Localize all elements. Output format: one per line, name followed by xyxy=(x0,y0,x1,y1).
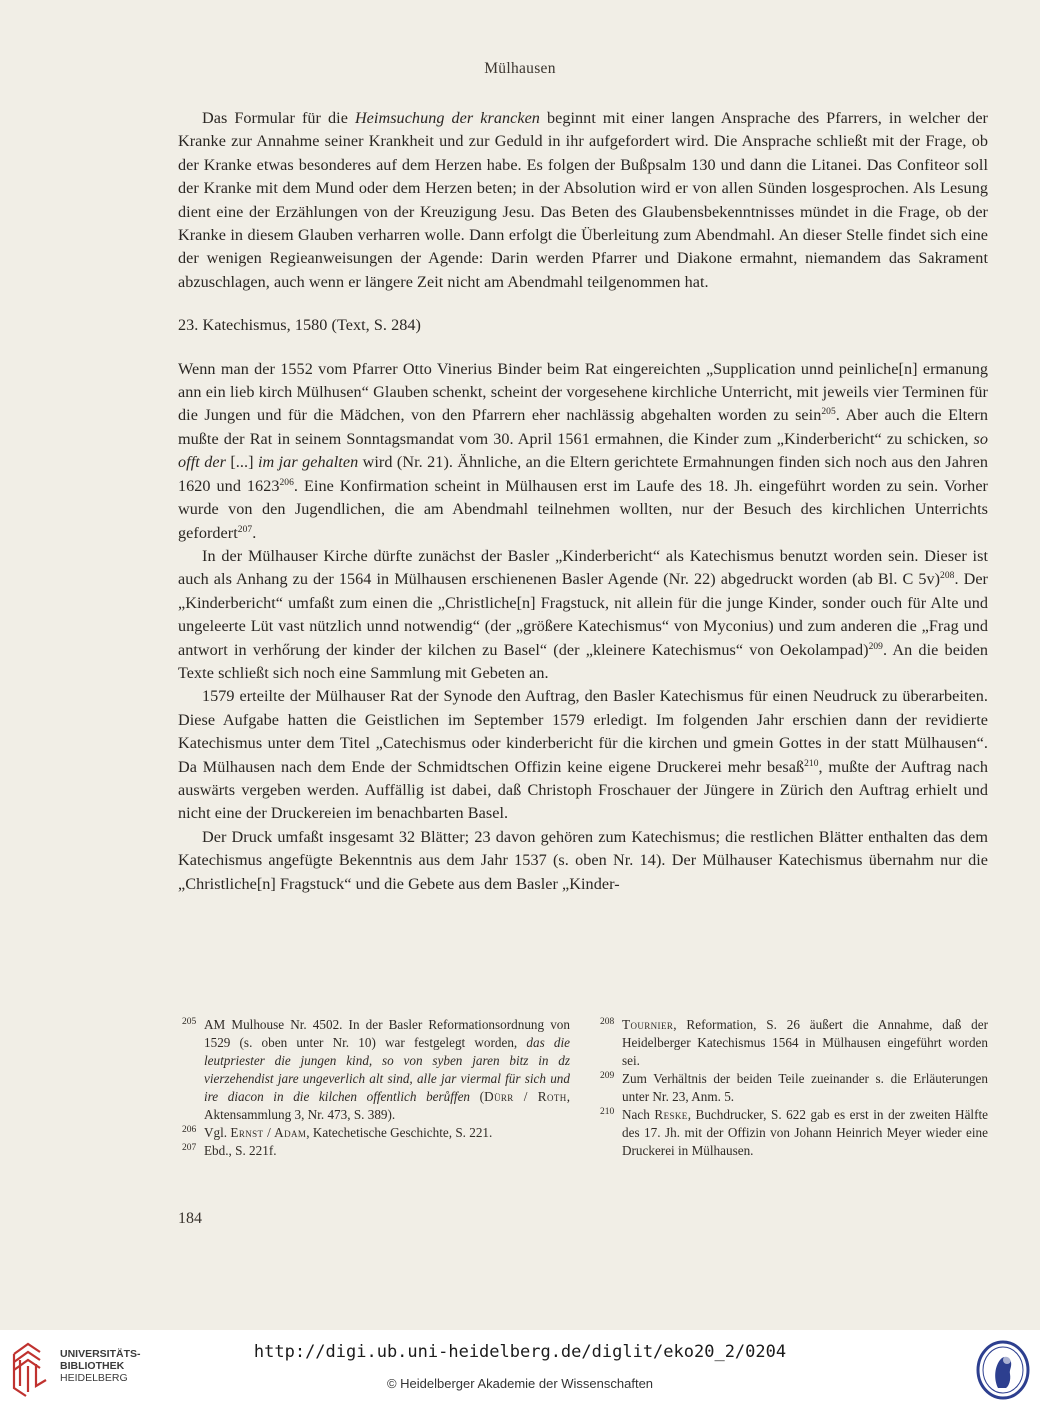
footnote-ref-209[interactable]: 209 xyxy=(868,641,883,652)
text-span: Das Formular für die xyxy=(202,109,355,127)
paragraph-1 xyxy=(178,107,988,294)
footnote-number: 205 xyxy=(182,1017,197,1027)
text-span: , Reformation, S. 26 äußert die Annahme, daß der Heidelberger Katechismus 1564 in Mülhausen eingeführt worden sei. xyxy=(622,1017,988,1068)
footnote-number: 208 xyxy=(600,1017,615,1027)
author-names: Dürr / Roth xyxy=(484,1089,567,1104)
body-text xyxy=(178,107,988,896)
author-names: Reske xyxy=(654,1107,688,1122)
footnote-207 xyxy=(178,1142,570,1160)
paragraph-2 xyxy=(178,358,988,545)
paragraph-5: Der Druck umfaßt insgesamt 32 Blätter; 23 davon gehören zum Katechismus; die restlichen Blätter enthalten das dem Katechismus angefügte Bekenntnis aus dem Jahr 1537 (s. oben Nr. 14). Der Mülhauser Katechismus übernahm nur die „Christliche[n] Fragstuck“ und die Gebete aus dem Basler „Kinder- xyxy=(178,827,988,893)
italic-title: Heimsuchung der krancken xyxy=(354,109,540,127)
text-span: . Der „Kinderbericht“ umfaßt zum einen die „Christliche[n] Fragstuck, nit allein für die junge Kinder, sonder ouch für Alte und ungeleerte Lüt vast nützlich unnd notwendig“ (der „größere Katechismus“ von Myconius) und zum anderen die „Frag und antwort in verhőrung der kinder der kilchen zu Basel“ (der „kleinere Katechismus“ von Oekolampad) xyxy=(178,570,988,659)
paragraph-4 xyxy=(178,685,988,825)
text-span: , mußte der Auftrag nach auswärts vergeben werden. Auffällig ist dabei, daß Christoph Froschauer der Jüngere in Zürich den Auftrag erhielt und nicht eine der Druckereien im benachbarten Basel. xyxy=(178,757,988,823)
text-span: wird (Nr. 21). Ähnliche, an die Eltern gerichtete Ermahnungen finden sich noch aus den Jahren 1620 und 1623 xyxy=(178,453,988,495)
text-span: , Katechetische Geschichte, S. 221. xyxy=(306,1125,493,1140)
page-number: 184 xyxy=(178,1210,202,1227)
library-name-line: UNIVERSITÄTS- xyxy=(60,1348,141,1360)
text-span: . An die beiden Texte schließt sich noch eine Sammlung mit Gebeten an. xyxy=(178,640,988,682)
text-span: Wenn man der 1552 vom Pfarrer Otto Vinerius Binder beim Rat eingereichten „Supplication unnd peinliche[n] ermanung ann ein lieb kirch Mülhusen“ Glauben schenkt, scheint der vorgesehene kirchliche Unterricht, mit jeweils vier Terminen für die Jungen und für die Mädchen, von den Pfarrern eher nachlässig abgehalten worden zu sein xyxy=(178,359,988,425)
viewer-footer xyxy=(0,1330,1040,1408)
copyright-notice: © Heidelberger Akademie der Wissenschaften xyxy=(386,1376,654,1391)
running-head: Mülhausen xyxy=(484,60,556,77)
footnote-210 xyxy=(596,1106,988,1160)
text-span: AM Mulhouse Nr. 4502. In der Basler Reformationsordnung von 1529 (s. oben unter Nr. 10) war festgelegt worden, xyxy=(204,1017,570,1050)
text-span: , Buchdrucker, S. 622 gab es erst in der zweiten Hälfte des 17. Jh. mit der Offizin von Johann Heinrich Meyer wieder eine Druckerei in Mülhausen. xyxy=(622,1107,989,1158)
permalink-url[interactable]: http://digi.ub.uni-heidelberg.de/diglit/eko20_2/0204 xyxy=(253,1342,787,1362)
text-span: Ebd., S. 221f. xyxy=(204,1143,277,1158)
text-span: . Eine Konfirmation scheint in Mülhausen erst im Laufe des 18. Jh. eingeführt worden zu sein. Vorher wurde von den Jugendlichen, die am Abendmahl teilnehmen wollten, nur der Besuch des kirchlichen Unterrichts gefordert xyxy=(178,476,988,542)
footnote-ref-206[interactable]: 206 xyxy=(279,477,294,488)
footnote-ref-208[interactable]: 208 xyxy=(940,571,955,582)
text-span: . Aber auch die Eltern mußte der Rat in seinem Sonntagsmandat vom 30. April 1561 ermahnen, die Kinder zum „Kinderbericht“ zu schicken, xyxy=(178,406,988,448)
text-span: . xyxy=(252,523,257,542)
footnote-number: 207 xyxy=(182,1143,197,1153)
footnote-number: 210 xyxy=(600,1107,615,1117)
text-span: beginnt mit einer langen Ansprache des Pfarrers, in welcher der Kranke zur Annahme seiner Krankheit und zur Geduld in ihr aufgefordert wird. Die Ansprache schließt mit der Frage, ob der Kranke etwas besonderes auf dem Herzen habe. Es folgen der Bußpsalm 130 und dann die Litanei. Das Confiteor soll der Kranke mit dem Mund oder dem Herzen beten; in der Absolution wird er von allen Sünden losgesprochen. Als Lesung dient eine der Erzählungen von der Kreuzigung Jesu. Das Beten des Glaubensbekenntnisses mündet in die Frage, ob der Kranke in diesem Glauben verharren wolle. Dann erfolgt die Überleitung zum Abendmahl. An dieser Stelle findet sich eine der wenigen Regieanweisungen der Agende: Darin werden Pfarrer und Diakone ermahnt, niemandem das Sakrament abzuschlagen, auch wenn er längere Zeit nicht am Abendmahl teilgenommen hat. xyxy=(178,109,988,291)
italic-quote: so offt der xyxy=(178,429,988,472)
text-span: 1579 erteilte der Mülhauser Rat der Synode den Auftrag, den Basler Katechismus für einen Neudruck zu überarbeiten. Diese Aufgabe hatten die Geistlichen im September 1579 erledigt. Im folgenden Jahr erschien dann der revidierte Katechismus unter dem Titel „Catechismus oder kinderbericht für die kirchen und gmein Gottes in der statt Mülhausen“. Da Mülhausen nach dem Ende der Schmidtschen Offizin keine eigene Druckerei mehr besaß xyxy=(178,687,988,776)
footnote-ref-210[interactable]: 210 xyxy=(804,758,819,769)
text-span: [...] xyxy=(225,453,258,472)
footnote-number: 209 xyxy=(600,1071,615,1081)
text-span: ( xyxy=(470,1089,485,1104)
footnotes xyxy=(178,1016,988,1160)
footnotes-right-column xyxy=(596,1016,988,1160)
text-span: Nach xyxy=(622,1107,655,1122)
author-names: Tournier xyxy=(622,1017,674,1032)
footnotes-left-column xyxy=(178,1016,570,1160)
italic-quote: das die leutpriester die jungen kind, so von syben jaren bitz in dz vierzehendist jare ungeverlich alt sind, alle jar viermal für sich und ire diacon in die kilchen offentlich berůffen xyxy=(204,1035,570,1104)
footnote-206 xyxy=(178,1124,570,1142)
academy-seal-icon xyxy=(976,1340,1030,1400)
footnote-ref-205[interactable]: 205 xyxy=(821,407,836,418)
text-span: , Aktensammlung 3, Nr. 473, S. 389). xyxy=(204,1089,571,1122)
author-names: Ernst / Adam xyxy=(230,1125,307,1140)
library-name-line: BIBLIOTHEK xyxy=(60,1360,125,1372)
text-span: In der Mülhauser Kirche dürfte zunächst der Basler „Kinderbericht“ als Katechismus benutzt worden sein. Dieser ist auch als Anhang zu der 1564 in Mülhausen erschienenen Basler Agende (Nr. 22) abgedruckt worden (ab Bl. C 5v) xyxy=(178,546,988,589)
library-name-line: HEIDELBERG xyxy=(60,1372,128,1384)
footnote-209 xyxy=(596,1070,988,1106)
footnote-number: 206 xyxy=(182,1125,197,1135)
footnote-208 xyxy=(596,1016,988,1070)
italic-quote: im jar gehalten xyxy=(257,453,359,472)
footnote-205 xyxy=(178,1016,570,1124)
paragraph-3 xyxy=(178,545,988,685)
section-heading: 23. Katechismus, 1580 (Text, S. 284) xyxy=(178,316,421,335)
text-span: Vgl. xyxy=(204,1125,231,1140)
text-span: Zum Verhältnis der beiden Teile zueinander s. die Erläuterungen unter Nr. 23, Anm. 5. xyxy=(622,1071,988,1104)
footnote-ref-207[interactable]: 207 xyxy=(237,524,253,535)
